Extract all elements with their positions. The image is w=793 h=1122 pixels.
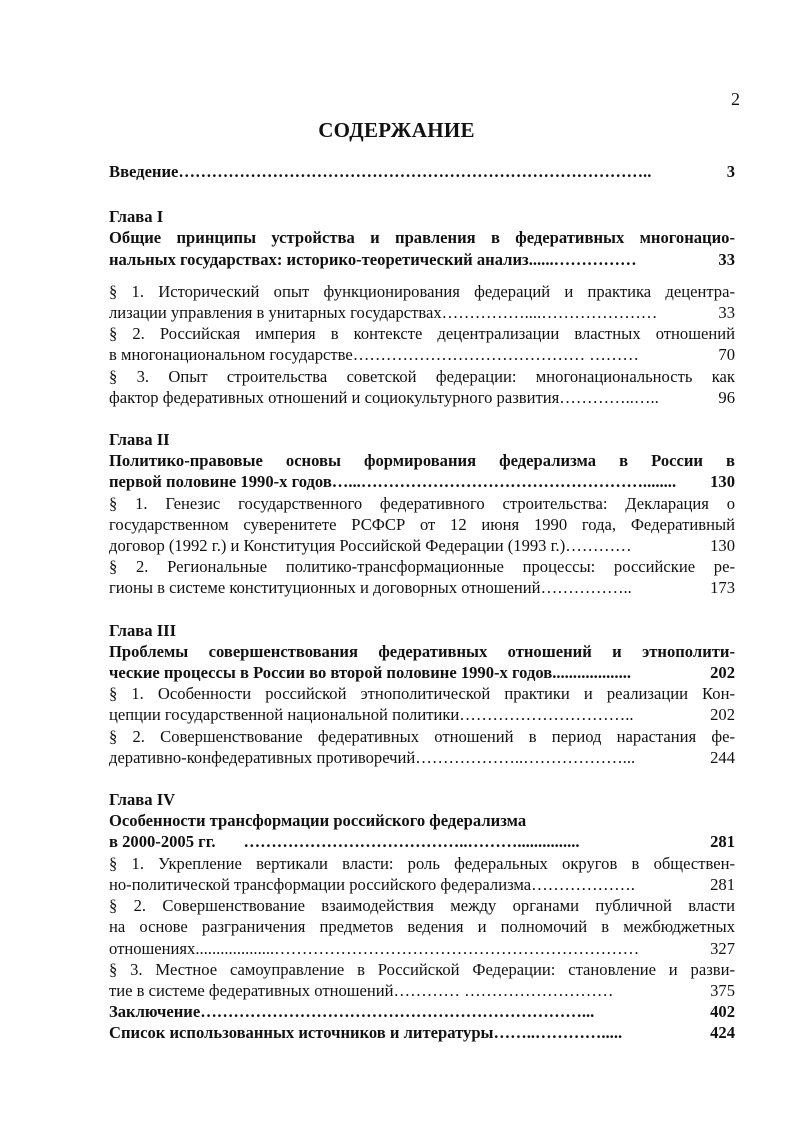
- section-3-1-line: § 1. Особенности российской этнополитической практики и реализации Кон-: [109, 684, 735, 704]
- page-title: СОДЕРЖАНИЕ: [318, 118, 475, 142]
- section-1-3-end[interactable]: [109, 387, 735, 408]
- toc-page-number: 281: [710, 832, 735, 852]
- toc-entry-label: Список использованных источников и литературы: [109, 1023, 494, 1043]
- toc-page-number: 327: [710, 938, 735, 958]
- toc-page-number: 281: [710, 874, 735, 894]
- toc-page-number: 173: [710, 578, 735, 598]
- section-text: тие в системе федеративных отношений: [109, 980, 394, 1000]
- chapter-4-title-line: Особенности трансформации российского федерализма: [109, 811, 527, 831]
- toc-leader: ……………..: [540, 578, 632, 598]
- section-2-1-end[interactable]: [109, 535, 735, 556]
- section-4-1-end[interactable]: [109, 874, 735, 895]
- toc-page-number: 244: [710, 747, 735, 767]
- section-2-2-line: § 2. Региональные политико-трансформационные процессы: российские ре-: [109, 557, 735, 577]
- toc-leader: ...................: [552, 663, 632, 683]
- section-2-1-line: государственном суверенитете РСФСР от 12 июня 1990 года, Федеративный: [109, 514, 735, 534]
- chapter-1-heading: Глава I: [109, 207, 164, 227]
- section-3-2-end[interactable]: [109, 747, 735, 768]
- chapter-4-title-end[interactable]: [109, 831, 735, 852]
- section-4-1-line: § 1. Укрепление вертикали власти: роль федеральных округов в обществен-: [109, 853, 735, 873]
- toc-leader: …………: [565, 536, 632, 556]
- toc-page-number: 96: [718, 387, 735, 407]
- toc-leader: …………………………………… ………: [352, 345, 639, 365]
- toc-page-number: 70: [718, 345, 735, 365]
- section-1-1-line: § 1. Исторический опыт функционирования федераций и практика децентра-: [109, 281, 735, 301]
- chapter-2-heading: Глава II: [109, 430, 170, 450]
- section-text: в многонациональном государстве: [109, 345, 353, 365]
- section-4-3-line: § 3. Местное самоуправление в Российской Федерации: становление и разви-: [109, 959, 735, 979]
- chapter-title-text: первой половине 1990-х годов: [109, 472, 332, 492]
- section-text: гионы в системе конституционных и договорных отношений: [109, 578, 541, 598]
- toc-page-number: 3: [726, 162, 735, 181]
- chapter-1-title-end[interactable]: [109, 249, 735, 270]
- section-4-2-line: на основе разграничения предметов ведения и полномочий в межбюджетных: [109, 917, 735, 937]
- toc-leader: ...................…………………………………………………………: [195, 938, 640, 958]
- toc-leader: …………………………..: [459, 705, 634, 725]
- toc-leader: …………..…..: [559, 387, 659, 407]
- toc-leader: ………… ………………………: [393, 980, 614, 1000]
- chapter-title-text: в 2000-2005 гг.: [109, 832, 216, 852]
- toc-leader: ……..………….....: [493, 1023, 623, 1043]
- chapter-title-text: ческие процессы в России во второй половине 1990-х годов: [109, 663, 553, 683]
- toc-entry-label: Введение: [109, 162, 179, 181]
- section-2-1-line: § 1. Генезис государственного федеративного строительства: Декларация о: [109, 493, 735, 513]
- toc-page-number: 130: [710, 472, 735, 492]
- toc-page-number: 402: [710, 1002, 735, 1022]
- section-text: договор (1992 г.) и Конституция Российской Федерации (1993 г.): [109, 536, 566, 556]
- toc-leader: …………………………………..………...............: [243, 832, 580, 852]
- toc-page-number: 424: [710, 1023, 735, 1043]
- chapter-2-title-line: Политико-правовые основы формирования федерализма в России в: [109, 451, 735, 471]
- section-2-2-end[interactable]: [109, 577, 735, 598]
- chapter-4-heading: Глава IV: [109, 790, 176, 810]
- section-4-3-end[interactable]: [109, 980, 735, 1001]
- toc-entry-conclusion[interactable]: [109, 1001, 735, 1022]
- chapter-2-title-end[interactable]: [109, 471, 735, 492]
- table-of-contents: [109, 161, 735, 1044]
- toc-leader: ……………….: [531, 874, 635, 894]
- toc-page-number: 202: [710, 705, 735, 725]
- page-number: 2: [731, 89, 740, 109]
- chapter-1-title-line: Общие принципы устройства и правления в федеративных многонацио-: [109, 228, 735, 248]
- toc-leader: ……………....…………………: [441, 303, 658, 323]
- chapter-3-title-line: Проблемы совершенствования федеративных отношений и этнополити-: [109, 641, 735, 661]
- section-text: отношениях: [109, 938, 196, 958]
- toc-page-number: 375: [710, 980, 735, 1000]
- toc-page-number: 202: [710, 663, 735, 683]
- section-1-2-line: § 2. Российская империя в контексте децентрализации властных отношений: [109, 324, 735, 344]
- section-text: цепции государственной национальной политики: [109, 705, 460, 725]
- toc-leader: ……………………………………………………………...: [200, 1002, 595, 1022]
- toc-entry-bibliography[interactable]: [109, 1022, 735, 1043]
- section-3-2-line: § 2. Совершенствование федеративных отношений в период нарастания фе-: [109, 726, 735, 746]
- section-1-2-end[interactable]: [109, 344, 735, 365]
- chapter-3-heading: Глава III: [109, 620, 177, 640]
- toc-entry-label: Заключение: [109, 1002, 201, 1022]
- toc-page-number: 130: [710, 536, 735, 556]
- chapter-3-title-end[interactable]: [109, 662, 735, 683]
- section-4-2-end[interactable]: [109, 938, 735, 959]
- toc-page-number: 33: [718, 303, 735, 323]
- section-3-1-end[interactable]: [109, 704, 735, 725]
- section-1-1-end[interactable]: [109, 302, 735, 323]
- toc-entry-introduction[interactable]: [109, 161, 735, 182]
- toc-leader: ......……………: [528, 249, 637, 269]
- section-4-2-line: § 2. Совершенствование взаимодействия между органами публичной власти: [109, 896, 735, 916]
- section-text: деративно-конфедеративных противоречий: [109, 747, 416, 767]
- section-text: лизации управления в унитарных государствах: [109, 303, 442, 323]
- chapter-title-text: нальных государствах: историко-теоретический анализ: [109, 249, 529, 269]
- section-text: но-политической трансформации российского федерализма: [109, 874, 532, 894]
- toc-leader: ………………..………………...: [415, 747, 636, 767]
- toc-page-number: 33: [718, 249, 735, 269]
- section-1-3-line: § 3. Опыт строительства советской федерации: многонациональность как: [109, 366, 735, 386]
- toc-leader: …………………………………………………………………………..: [178, 162, 652, 181]
- toc-leader: …...……………………………………………........: [331, 472, 677, 492]
- section-text: фактор федеративных отношений и социокультурного развития: [109, 387, 560, 407]
